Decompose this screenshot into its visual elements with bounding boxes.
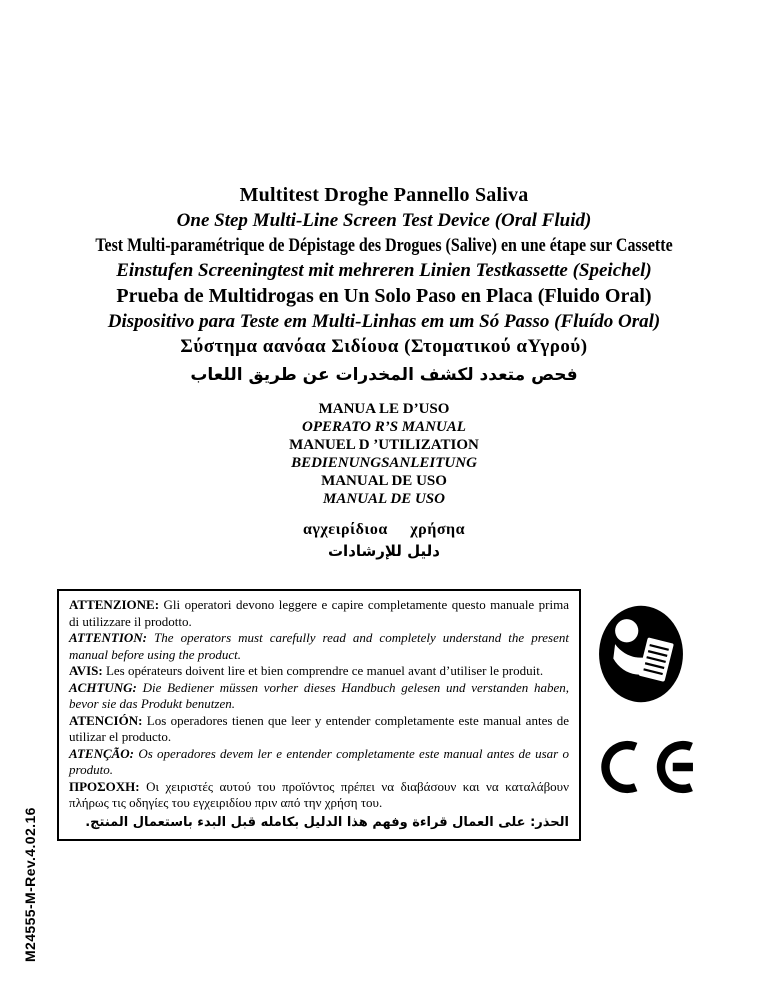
title-german: Einstufen Screeningtest mit mehreren Linien Testkassette (Speichel)	[116, 260, 652, 281]
warning-portuguese	[69, 746, 569, 779]
manual-label-greek: αγχειρίδιοα χρήσηα	[302, 521, 466, 538]
warning-label: ATTENZIONE:	[69, 597, 160, 612]
warning-text: Los operadores tienen que leer y entender completamente este manual antes de utilizar el producto.	[69, 712, 569, 744]
warning-text: Os operadores devem ler e entender completamente este manual antes de usar o produto.	[69, 745, 570, 777]
warning-italian	[69, 597, 569, 630]
document-code: M24555-M-Rev.4.02.16	[22, 807, 38, 962]
title-greek: Σύστημα αανόαα Σιδίουα (Στοματικού αΥγρού)	[180, 336, 588, 357]
warning-label: ΠΡΟΣΟΧΗ:	[69, 778, 140, 794]
title-italian: Multitest Droghe Pannello Saliva	[239, 184, 529, 206]
warning-text: Die Bediener müssen vorher dieses Handbuch gelesen und verstanden haben, bevor sie das Produkt benutzen.	[69, 679, 569, 711]
ce-mark-icon	[592, 738, 698, 796]
warning-label: ATTENTION:	[69, 630, 147, 645]
warning-box	[57, 589, 581, 841]
warning-french	[69, 663, 569, 680]
warning-label: ATENÇÃO:	[69, 745, 135, 761]
title-portuguese: Dispositivo para Teste em Multi-Linhas em um Só Passo (Fluído Oral)	[107, 311, 661, 332]
warning-spanish	[69, 713, 569, 746]
manual-label-italian: MANUA LE D’USO	[318, 401, 450, 417]
warning-text: Gli operatori devono leggere e capire completamente questo manuale prima di utilizzare il prodotto.	[69, 597, 569, 629]
title-arabic: فحص متعدد لكشف المخدرات عن طريق اللعاب	[190, 365, 578, 385]
title-english: One Step Multi-Line Screen Test Device (Oral Fluid)	[176, 210, 592, 231]
warning-label: ATENCIÓN:	[69, 712, 143, 728]
title-block	[0, 181, 768, 388]
manual-label-german: BEDIENUNGSANLEITUNG	[291, 455, 477, 471]
warning-label: ACHTUNG:	[69, 679, 137, 695]
warning-text: Les opérateurs doivent lire et bien comprendre ce manuel avant d’utiliser le produit.	[105, 663, 544, 678]
warning-label: AVIS:	[69, 663, 103, 678]
person-reading-manual-icon	[596, 604, 686, 704]
title-french: Test Multi-paramétrique de Dépistage des Drogues (Salive) en une étape sur Cassette	[95, 235, 673, 256]
warning-english	[69, 630, 569, 663]
warning-arabic	[69, 815, 569, 832]
manual-labels-block	[0, 400, 768, 561]
warning-greek	[69, 779, 569, 812]
manual-label-arabic: دليل للإرشادات	[327, 542, 441, 560]
manual-label-spanish: MANUAL DE USO	[321, 473, 447, 489]
manual-label-french: MANUEL D ’UTILIZATION	[289, 437, 479, 453]
warning-label: الحذر:	[530, 814, 569, 830]
warning-text: The operators must carefully read and completely understand the present manual before using the product.	[69, 630, 570, 662]
warning-german	[69, 680, 569, 713]
warning-text: على العمال قراءة وفهم هذا الدليل بكامله قبل البدء باستعمال المنتج.	[85, 814, 526, 830]
warning-text: Οι χειριστές αυτού του προϊόντος πρέπει να διαβάσουν και να καταλάβουν πλήρως τις οδηγίες του εγχειριδίου πριν από την χρήση του.	[69, 778, 570, 810]
title-spanish: Prueba de Multidrogas en Un Solo Paso en Placa (Fluido Oral)	[116, 285, 652, 307]
manual-label-english: OPERATO R’S MANUAL	[302, 419, 466, 435]
manual-label-portuguese: MANUAL DE USO	[323, 491, 445, 507]
